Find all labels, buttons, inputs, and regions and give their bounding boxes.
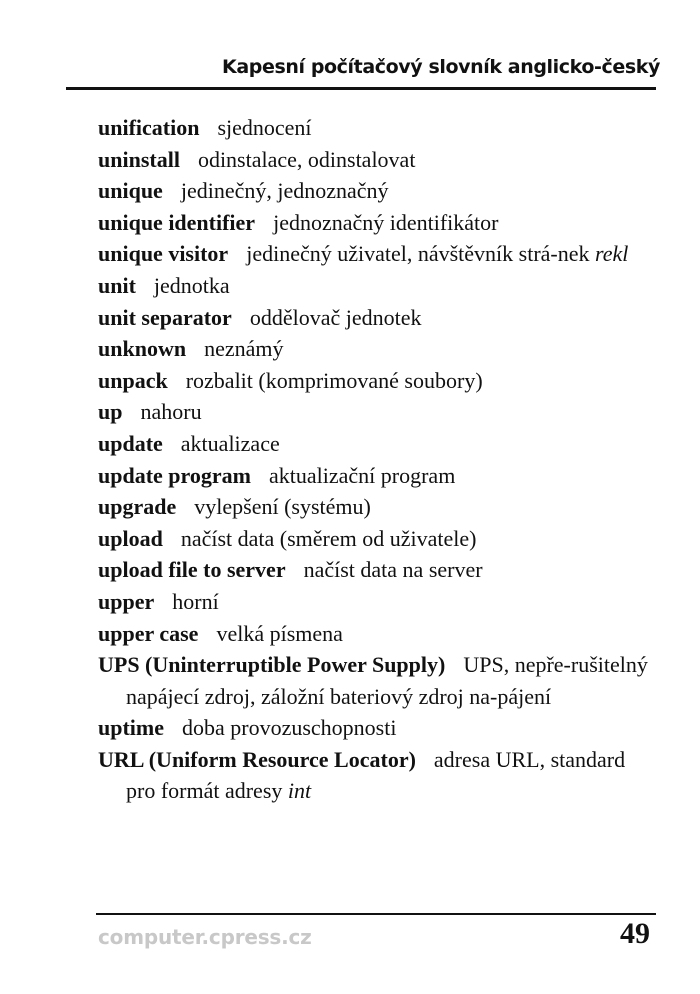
entry-definition: oddělovač jednotek <box>249 304 422 330</box>
entry-definition: rozbalit (komprimované soubory) <box>185 367 483 393</box>
entry-definition: horní <box>172 588 219 614</box>
entry-definition: velká písmena <box>216 620 343 646</box>
entry-definition: jedinečný, jednoznačný <box>180 178 389 204</box>
dictionary-entry <box>98 460 653 492</box>
dictionary-entries <box>98 112 653 807</box>
entry-definition: jednotka <box>153 272 230 298</box>
header-rule <box>66 87 656 90</box>
dictionary-entry <box>98 712 653 744</box>
entry-term: unique <box>98 178 163 204</box>
dictionary-entry <box>98 554 653 586</box>
entry-definition: načíst data na server <box>303 557 483 583</box>
entry-definition: sjednocení <box>217 115 312 140</box>
entry-term: unit <box>98 272 136 298</box>
page-number: 49 <box>620 917 650 950</box>
dictionary-entry <box>98 112 653 144</box>
entry-term: upload <box>98 525 163 551</box>
entry-term: uninstall <box>98 146 180 172</box>
entry-term: unification <box>98 115 200 140</box>
entry-term: update <box>98 430 163 456</box>
entry-definition: aktualizace <box>180 430 280 456</box>
dictionary-entry <box>98 365 653 397</box>
entry-term: upgrade <box>98 494 177 520</box>
entry-definition: jedinečný uživatel, návštěvník strá-nek <box>246 241 590 267</box>
entry-term: unpack <box>98 367 168 393</box>
entry-definition: nahoru <box>140 399 202 425</box>
dictionary-entry <box>98 238 653 270</box>
entry-term: unknown <box>98 336 187 362</box>
entry-definition: jednoznačný identifikátor <box>273 209 499 235</box>
dictionary-entry <box>98 207 653 239</box>
entry-definition: načíst data (směrem od uživatele) <box>180 525 477 551</box>
dictionary-entry <box>98 144 653 176</box>
dictionary-entry <box>98 175 653 207</box>
entry-term: upper case <box>98 620 199 646</box>
dictionary-entry <box>98 396 653 428</box>
entry-term: unique visitor <box>98 241 229 267</box>
entry-term: up <box>98 399 123 425</box>
dictionary-entry <box>98 586 653 618</box>
dictionary-entry <box>98 744 653 807</box>
entry-term: unique identifier <box>98 209 256 235</box>
dictionary-entry <box>98 333 653 365</box>
entry-definition-label: rekl <box>595 241 629 267</box>
dictionary-entry <box>98 302 653 334</box>
dictionary-entry <box>98 649 653 712</box>
entry-term: upload file to server <box>98 557 286 583</box>
dictionary-entry <box>98 523 653 555</box>
dictionary-entry <box>98 428 653 460</box>
entry-definition: vylepšení (systému) <box>194 494 371 520</box>
entry-definition-label: int <box>287 778 312 804</box>
running-header-title: Kapesní počítačový slovník anglicko-český <box>222 56 660 78</box>
entry-definition: adresa URL, standard pro formát adresy <box>126 746 626 804</box>
entry-definition: doba provozuschopnosti <box>182 715 397 741</box>
footer-website: computer.cpress.cz <box>98 925 312 949</box>
entry-term: URL (Uniform Resource Locator) <box>98 746 416 772</box>
entry-definition: neznámý <box>204 336 284 362</box>
dictionary-entry <box>98 270 653 302</box>
entry-term: uptime <box>98 715 164 741</box>
dictionary-entry <box>98 618 653 650</box>
entry-term: UPS (Uninterruptible Power Supply) <box>98 652 446 678</box>
entry-term: unit separator <box>98 304 232 330</box>
footer-rule <box>96 913 656 915</box>
entry-term: update program <box>98 462 251 488</box>
dictionary-entry <box>98 491 653 523</box>
entry-term: upper <box>98 588 155 614</box>
entry-definition: aktualizační program <box>269 462 456 488</box>
entry-definition: UPS, nepře-rušitelný napájecí zdroj, záložní bateriový zdroj na-pájení <box>126 652 648 709</box>
entry-definition: odinstalace, odinstalovat <box>197 146 416 172</box>
